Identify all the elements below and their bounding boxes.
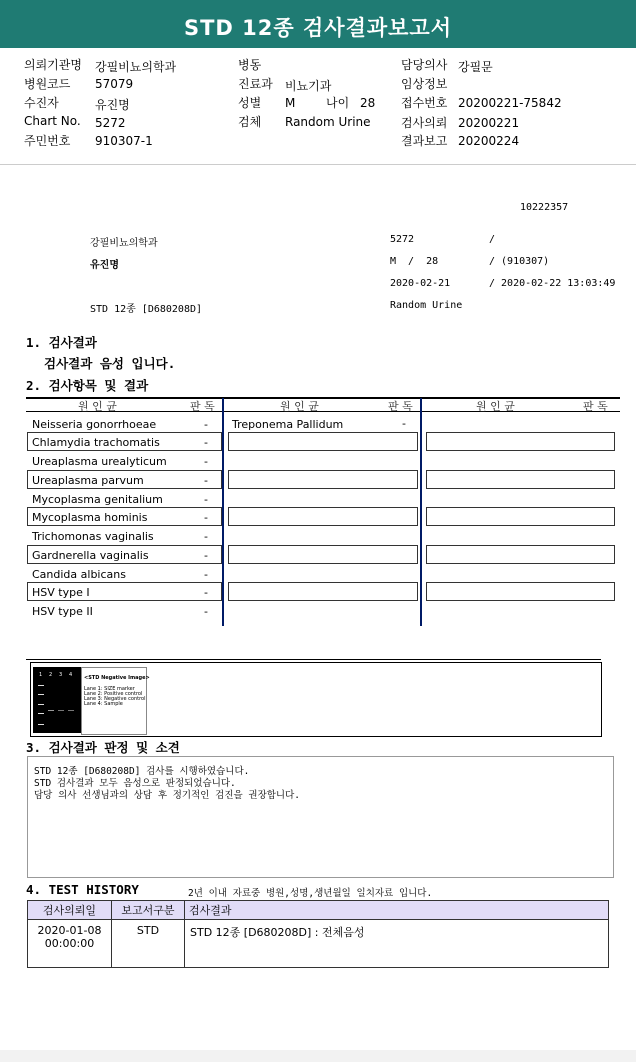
gel-lane-number: 1 (39, 672, 43, 678)
gel-lane-number: 3 (59, 672, 63, 678)
result-message: 검사결과 음성 입니다. (44, 356, 176, 371)
sex-value: M (285, 96, 296, 110)
comment-line: STD 12종 [D680208D] 검사를 시행하였습니다. (34, 766, 250, 777)
specimen-label: 검체 (238, 115, 262, 129)
col-divider-2 (420, 398, 422, 626)
gel-band (38, 704, 44, 705)
gel-band (48, 710, 54, 711)
pathogen-name: Treponema Pallidum (232, 418, 344, 431)
age-label: 나이 (326, 96, 350, 110)
gel-band (58, 710, 64, 711)
age-value: 28 (360, 96, 376, 110)
pathogen-result: - (204, 549, 208, 562)
report-received: 2020-02-21 (390, 278, 451, 289)
specimen-value: Random Urine (285, 115, 371, 129)
history-date-cell (28, 920, 112, 968)
doctor-value: 강필문 (458, 60, 493, 74)
clinical-label: 임상정보 (401, 77, 448, 91)
report-chart-no: 5272 (390, 234, 415, 245)
request-date-label: 검사의뢰 (401, 116, 448, 130)
resident-no-value: 910307-1 (95, 134, 153, 148)
row-box (228, 470, 418, 489)
col3-result-header: 판 독 (583, 400, 608, 413)
col1-pathogen-header: 원 인 균 (78, 400, 117, 413)
gel-band (38, 685, 44, 686)
report-header (0, 0, 636, 48)
pathogen-name: Mycoplasma genitalium (32, 493, 163, 506)
comment-box (27, 756, 614, 878)
section-1-title: 1. 검사결과 (26, 335, 97, 350)
pathogen-result: - (204, 436, 208, 449)
chart-no-label: Chart No. (24, 114, 81, 128)
pathogen-name: HSV type II (32, 605, 93, 618)
pathogen-result: - (204, 474, 208, 487)
history-col-date: 검사의뢰일 (28, 901, 112, 920)
section-4-title: 4. TEST HISTORY (26, 882, 139, 897)
gel-band (38, 724, 44, 725)
request-date-value: 20200221 (458, 116, 520, 130)
row-box (426, 507, 615, 526)
col1-result-header: 판 독 (190, 400, 215, 413)
report-slash: / (489, 234, 496, 245)
col2-pathogen-header: 원 인 균 (280, 400, 319, 413)
history-note: 2년 이내 자료중 병원,성명,생년월일 일치자료 입니다. (188, 888, 433, 899)
report-test-name: STD 12종 [D680208D] (90, 304, 203, 315)
section-2-title: 2. 검사항목 및 결과 (26, 378, 149, 393)
gel-legend-item: Lane 3: Negative control (84, 696, 146, 702)
examinee-value: 유진명 (95, 98, 130, 112)
report-title: STD 12종 검사결과보고서 (183, 16, 452, 40)
col2-result-header: 판 독 (388, 400, 413, 413)
history-row (28, 920, 609, 968)
pathogen-name: Neisseria gonorrhoeae (32, 418, 157, 431)
report-institution: 강필비뇨의학과 (90, 238, 158, 249)
doctor-label: 담당의사 (401, 58, 448, 72)
gel-legend-item: Lane 2: Positive control (84, 691, 143, 697)
examinee-label: 수진자 (24, 96, 59, 110)
report-date-value: 20200224 (458, 134, 520, 148)
report-name: 유진명 (90, 260, 119, 271)
gel-band (68, 710, 74, 711)
chart-no-value: 5272 (95, 116, 126, 130)
history-result: STD 12종 [D680208D] : 전체음성 (185, 920, 609, 968)
institution-label: 의뢰기관명 (24, 58, 82, 72)
receipt-no-label: 접수번호 (401, 96, 448, 110)
history-col-type: 보고서구분 (112, 901, 185, 920)
row-box (228, 432, 418, 451)
receipt-no-value: 20200221-75842 (458, 96, 562, 110)
history-time: 00:00:00 (44, 937, 95, 950)
row-box (228, 582, 418, 601)
hospital-code-label: 병원코드 (24, 77, 71, 91)
pathogen-result: - (204, 530, 208, 543)
pathogen-name: Candida albicans (32, 568, 126, 581)
row-box (426, 470, 615, 489)
department-label: 진료과 (238, 77, 273, 91)
hospital-code-value: 57079 (95, 77, 134, 91)
gel-panel-top-rule (26, 659, 601, 660)
gel-title: <STD Negative Image> (84, 675, 150, 681)
report-birth: / (910307) (489, 256, 550, 267)
history-type: STD (112, 920, 185, 968)
gel-lane-number: 4 (69, 672, 73, 678)
row-box (228, 507, 418, 526)
institution-value: 강필비뇨의학과 (95, 60, 177, 74)
gel-legend-item: Lane 4: Sample (84, 701, 123, 707)
history-col-result: 검사결과 (185, 901, 609, 920)
row-box (426, 432, 615, 451)
pathogen-name: Gardnerella vaginalis (32, 549, 149, 562)
pathogen-result: - (204, 493, 208, 506)
row-box (426, 545, 615, 564)
ward-label: 병동 (238, 58, 262, 72)
col-divider-1 (222, 398, 224, 626)
pathogen-name: Ureaplasma urealyticum (32, 455, 167, 468)
resident-no-label: 주민번호 (24, 134, 71, 148)
report-date-label: 결과보고 (401, 134, 448, 148)
pathogen-result: - (402, 417, 406, 430)
pathogen-name: Trichomonas vaginalis (32, 530, 154, 543)
row-box (426, 582, 615, 601)
history-table (27, 900, 609, 968)
report-reported: / 2020-02-22 13:03:49 (489, 278, 616, 289)
pathogen-name: Ureaplasma parvum (32, 474, 144, 487)
section-3-title: 3. 검사결과 판정 및 소견 (26, 740, 180, 755)
report-sex-age: M / 28 (390, 256, 439, 267)
gel-lane-number: 2 (49, 672, 53, 678)
info-divider (0, 164, 636, 165)
history-date: 2020-01-08 (37, 924, 102, 937)
pathogen-result: - (204, 418, 208, 431)
doc-number: 10222357 (520, 202, 569, 213)
gel-band (38, 713, 44, 714)
department-value: 비뇨기과 (285, 79, 332, 93)
pathogen-result: - (204, 511, 208, 524)
pathogen-result: - (204, 605, 208, 618)
report-specimen: Random Urine (390, 300, 463, 311)
pathogen-name: Chlamydia trachomatis (32, 436, 160, 449)
pathogen-result: - (204, 455, 208, 468)
gel-legend-item: Lane 1: SIZE marker (84, 686, 135, 692)
pathogen-name: Mycoplasma hominis (32, 511, 148, 524)
pathogen-name: HSV type I (32, 586, 90, 599)
pathogen-result: - (204, 568, 208, 581)
comment-line: 담당 의사 선생님과의 상담 후 정기적인 검진을 권장합니다. (34, 790, 301, 801)
comment-line: STD 검사결과 모두 음성으로 판정되었습니다. (34, 778, 236, 789)
sex-label: 성별 (238, 96, 262, 110)
col3-pathogen-header: 원 인 균 (476, 400, 515, 413)
history-header-row (28, 901, 609, 920)
gel-band (38, 694, 44, 695)
row-box (228, 545, 418, 564)
pathogen-result: - (204, 586, 208, 599)
page-footer (0, 1050, 636, 1062)
